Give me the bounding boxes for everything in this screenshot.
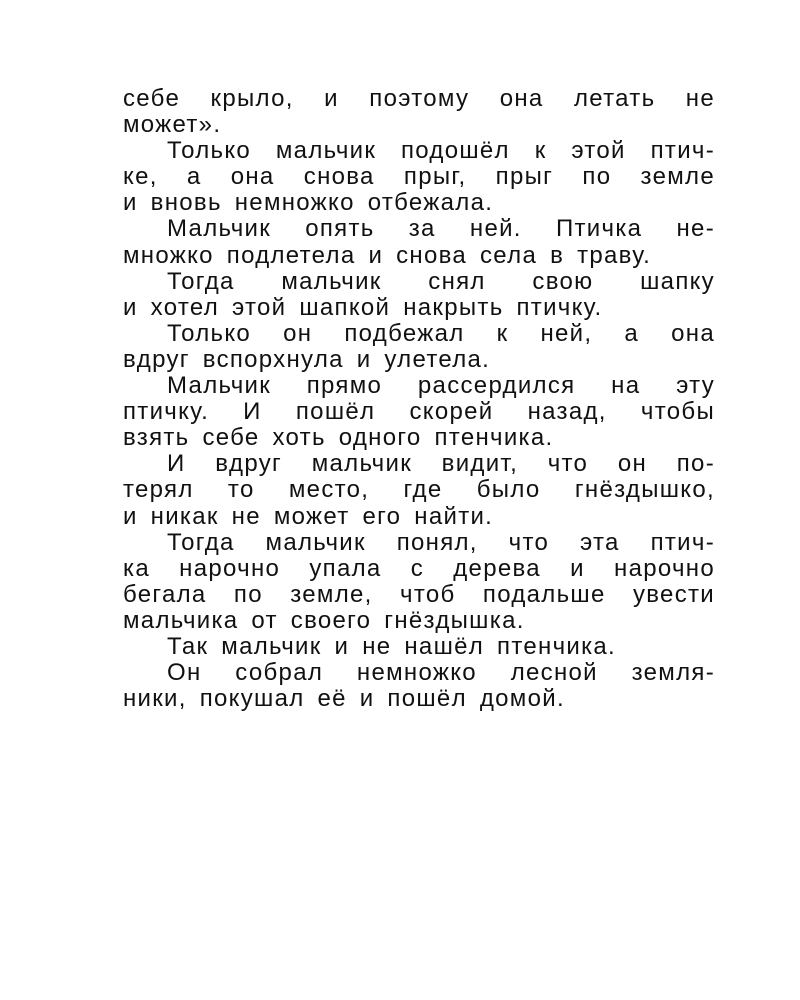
text-line: Тогда мальчик понял, что эта птич- — [167, 529, 715, 556]
text-line: множко подлетела и снова села в траву. — [123, 242, 652, 269]
text-line: ке, а она снова прыг, прыг по земле — [123, 164, 715, 191]
text-line: И вдруг мальчик видит, что он по- — [167, 451, 715, 478]
paragraph — [123, 634, 715, 660]
text-line: Мальчик прямо рассердился на эту — [167, 373, 715, 400]
paragraph — [123, 373, 715, 451]
text-line: себе крыло, и поэтому она летать не — [123, 86, 715, 112]
text-line: мальчика от своего гнёздышка. — [123, 607, 525, 634]
text-line: Только мальчик подошёл к этой птич- — [167, 138, 715, 165]
paragraph — [123, 216, 715, 268]
paragraph — [123, 138, 715, 216]
text-line: ка нарочно упала с дерева и нарочно — [123, 555, 715, 582]
text-line: Так мальчик и не нашёл птенчика. — [167, 633, 617, 660]
text-line: ники, покушал её и пошёл домой. — [123, 686, 565, 713]
text-line: взять себе хоть одного птенчика. — [123, 425, 554, 452]
paragraph — [123, 269, 715, 321]
paragraph — [123, 451, 715, 529]
story-text — [123, 86, 715, 712]
text-line: и хотел этой шапкой накрыть птичку. — [123, 294, 603, 321]
paragraph — [123, 660, 715, 712]
text-line: и никак не может его найти. — [123, 503, 494, 530]
text-line: и вновь немножко отбежала. — [123, 190, 494, 217]
paragraph — [123, 321, 715, 373]
text-line: Только он подбежал к ней, а она — [167, 320, 715, 347]
text-line: Мальчик опять за ней. Птичка не- — [167, 216, 715, 243]
paragraph — [123, 530, 715, 634]
text-line: может». — [123, 112, 222, 139]
text-line: терял то место, где было гнёздышко, — [123, 477, 715, 504]
text-line: бегала по земле, чтоб подальше увести — [123, 581, 715, 608]
text-line: Он собрал немножко лесной земля- — [167, 660, 715, 687]
text-line: Тогда мальчик снял свою шапку — [167, 268, 715, 295]
text-line: птичку. И пошёл скорей назад, чтобы — [123, 399, 715, 426]
paragraph — [123, 86, 715, 138]
text-line: вдруг вспорхнула и улетела. — [123, 346, 491, 373]
